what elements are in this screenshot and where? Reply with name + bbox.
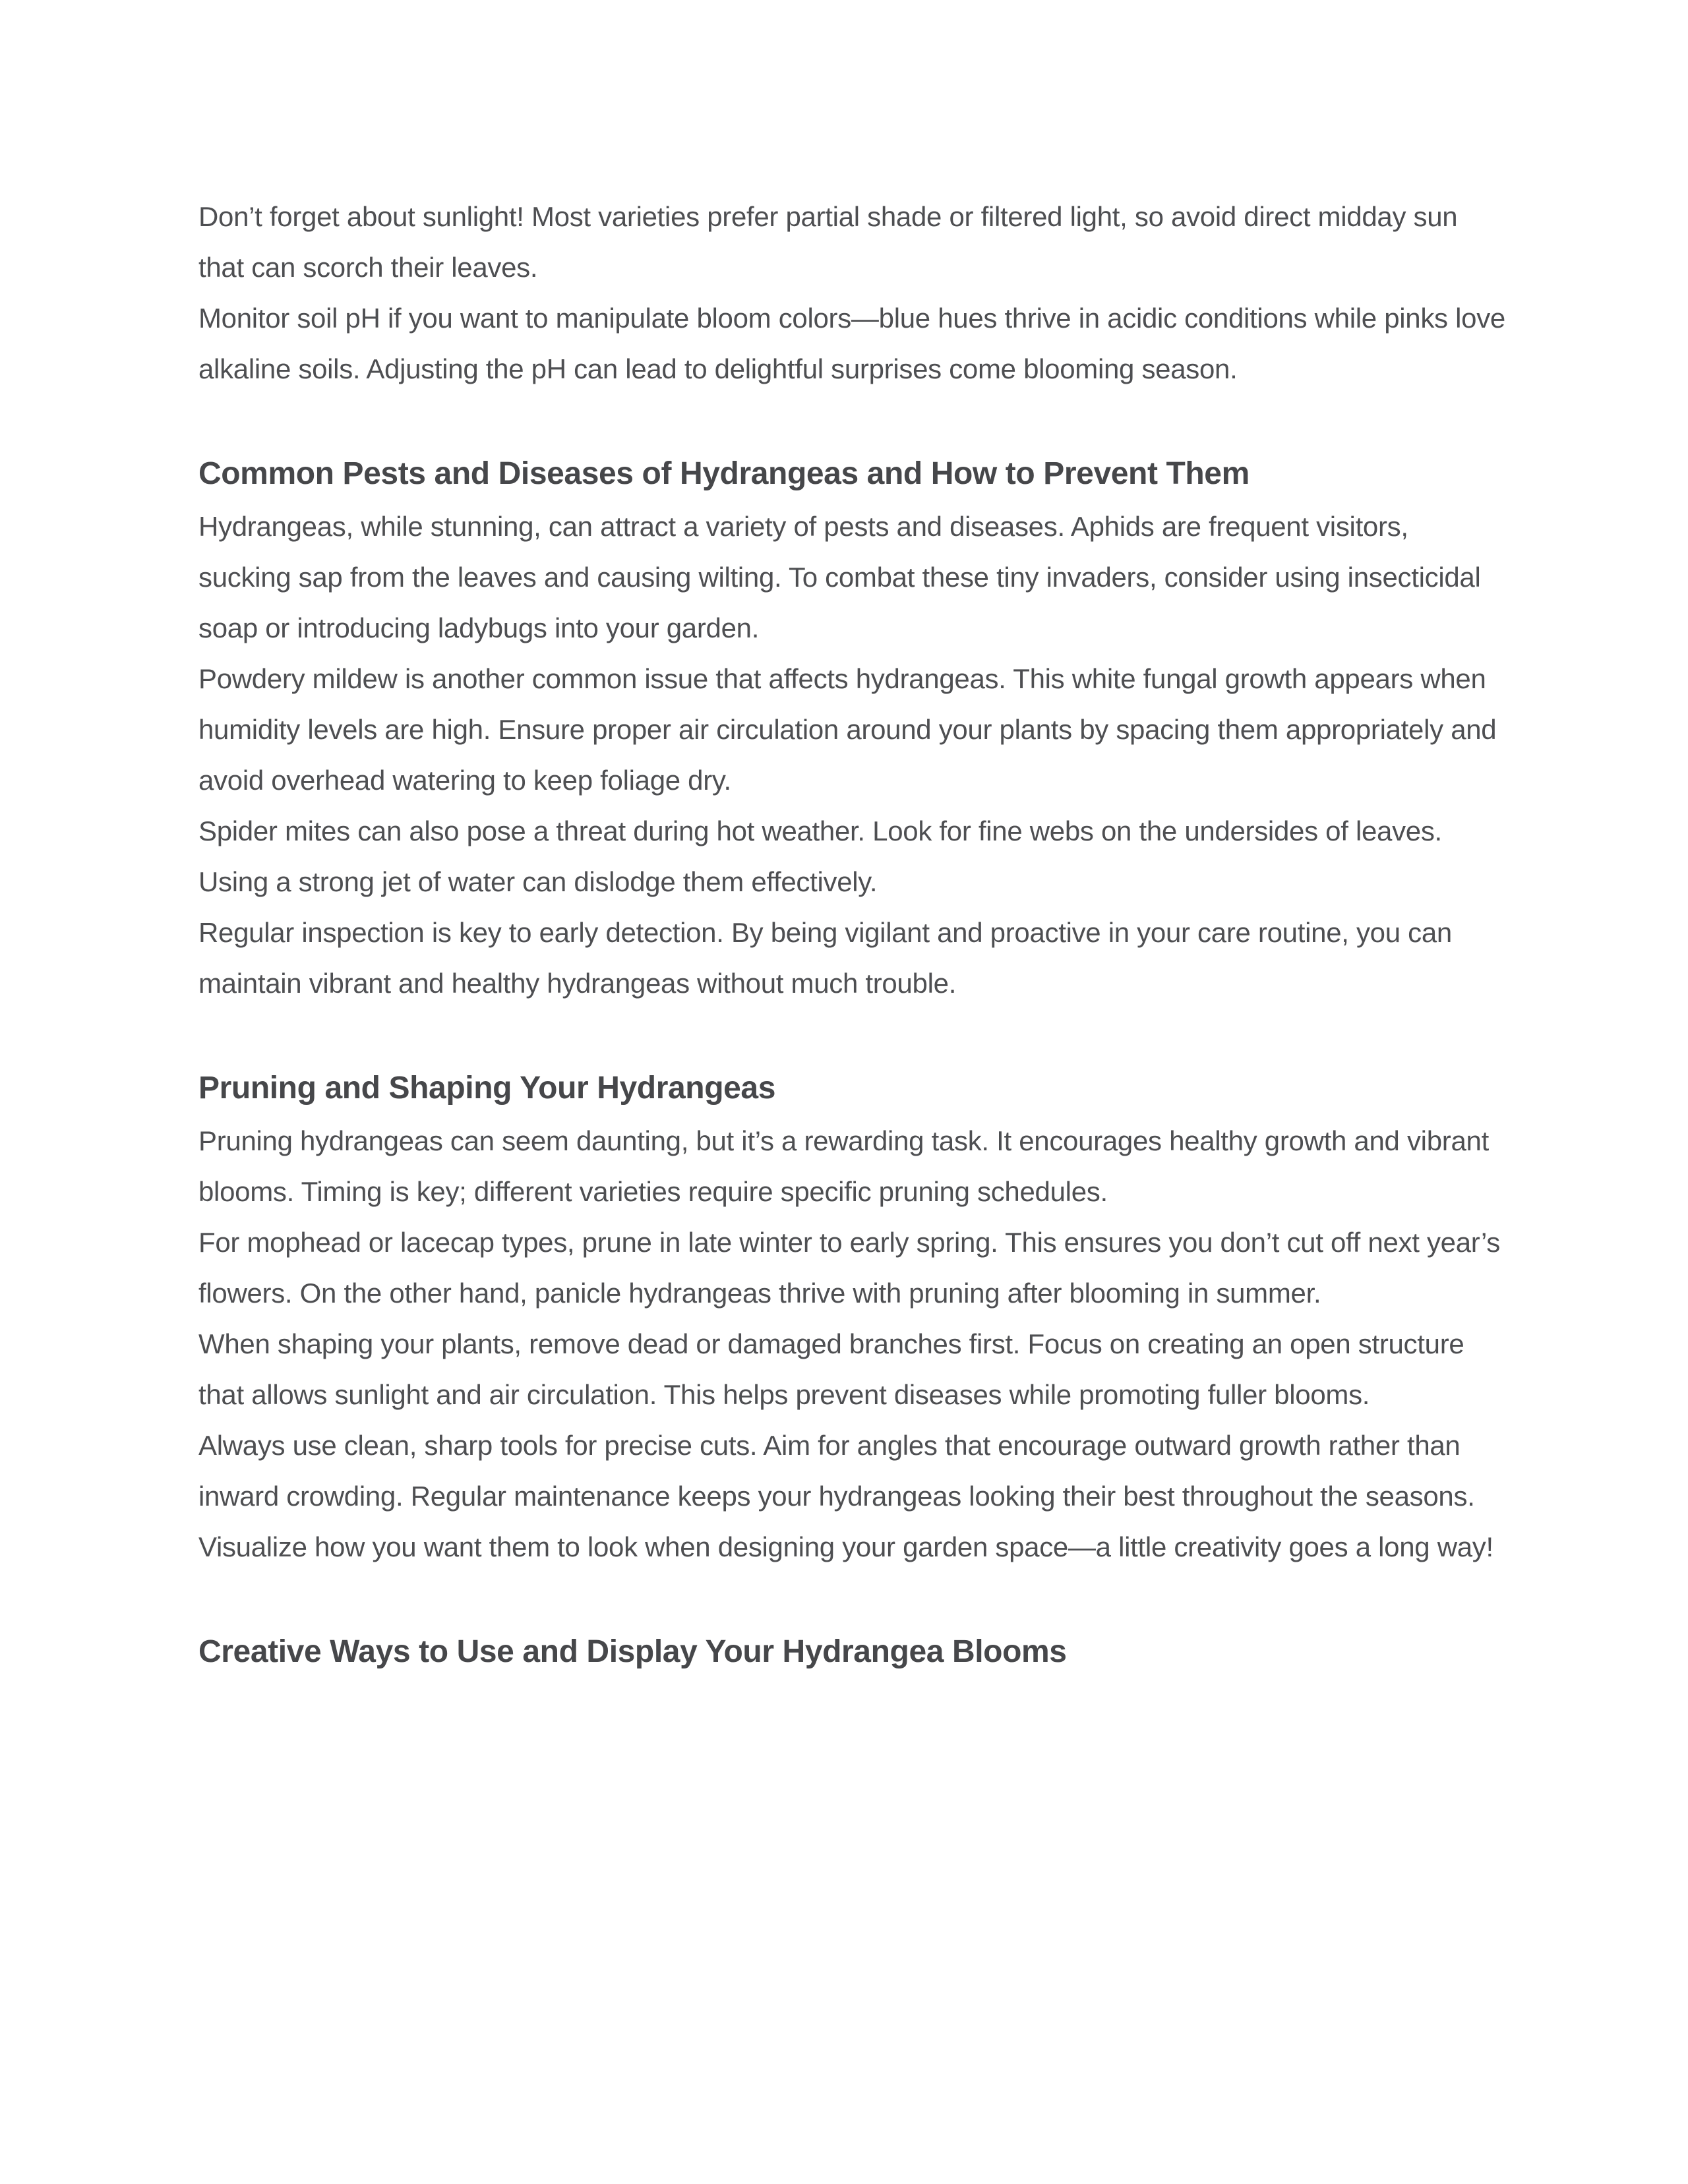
paragraph: Pruning hydrangeas can seem daunting, but it’s a rewarding task. It encourages healthy growth and vibrant blooms. Timing is key; different varieties require specific pruning schedules. bbox=[198, 1125, 1489, 1207]
paragraph: Spider mites can also pose a threat during hot weather. Look for fine webs on the undersides of leaves. Using a strong jet of water can dislodge them effectively. bbox=[198, 815, 1442, 897]
paragraph: Visualize how you want them to look when designing your garden space—a little creativity goes a long way! bbox=[198, 1531, 1493, 1562]
creative-section bbox=[198, 1625, 1507, 1679]
paragraph: For mophead or lacecap types, prune in late winter to early spring. This ensures you don’t cut off next year’s flowers. On the other hand, panicle hydrangeas thrive with pruning after blooming in summer. bbox=[198, 1227, 1500, 1309]
section-heading: Creative Ways to Use and Display Your Hydrangea Blooms bbox=[198, 1634, 1067, 1669]
paragraph: Monitor soil pH if you want to manipulate bloom colors—blue hues thrive in acidic conditions while pinks love alkaline soils. Adjusting the pH can lead to delightful surprises come blooming season. bbox=[198, 303, 1505, 384]
paragraph: Don’t forget about sunlight! Most varieties prefer partial shade or filtered light, so avoid direct midday sun that can scorch their leaves. bbox=[198, 201, 1458, 283]
paragraph: Powdery mildew is another common issue that affects hydrangeas. This white fungal growth appears when humidity levels are high. Ensure proper air circulation around your plants by spacing them appropriately and avoid overhead watering to keep foliage dry. bbox=[198, 663, 1497, 796]
paragraph: Hydrangeas, while stunning, can attract a variety of pests and diseases. Aphids are frequent visitors, sucking sap from the leaves and causing wilting. To combat these tiny invaders, consider using insecticidal soap or introducing ladybugs into your garden. bbox=[198, 511, 1481, 643]
paragraph: Regular inspection is key to early detection. By being vigilant and proactive in your care routine, you can maintain vibrant and healthy hydrangeas without much trouble. bbox=[198, 917, 1452, 999]
paragraph: Always use clean, sharp tools for precise cuts. Aim for angles that encourage outward growth rather than inward crowding. Regular maintenance keeps your hydrangeas looking their best throughout the seasons. bbox=[198, 1430, 1475, 1512]
article-body bbox=[198, 191, 1507, 1679]
intro-section bbox=[198, 191, 1507, 394]
pests-section bbox=[198, 447, 1507, 1009]
section-heading: Common Pests and Diseases of Hydrangeas and How to Prevent Them bbox=[198, 456, 1250, 491]
pruning-section bbox=[198, 1061, 1507, 1572]
section-heading: Pruning and Shaping Your Hydrangeas bbox=[198, 1071, 776, 1106]
paragraph: When shaping your plants, remove dead or damaged branches first. Focus on creating an open structure that allows sunlight and air circulation. This helps prevent diseases while promoting fuller blooms. bbox=[198, 1328, 1464, 1410]
